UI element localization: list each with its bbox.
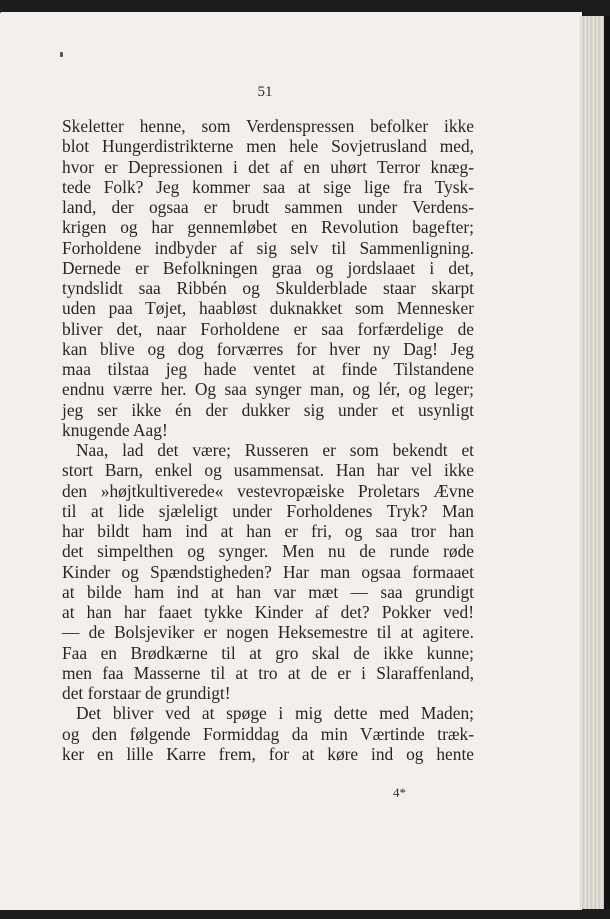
- text-line: og den følgende Formiddag da min Værtinde træk-: [62, 723, 474, 744]
- ink-speck: [60, 52, 63, 57]
- text-line: til at lide sjæleligt under Forholdenes Tryk? Man: [62, 500, 474, 521]
- text-line: krigen og har gennemløbet en Revolution bagefter;: [62, 217, 474, 238]
- text-line: maa tilstaa jeg hade ventet at finde Tilstandene: [62, 359, 474, 379]
- text-line: jeg ser ikke én der dukker sig under et usynligt: [62, 399, 474, 420]
- text-line: at bilde ham ind at han var mæt — saa grundigt: [62, 581, 474, 602]
- body-text: [62, 116, 474, 764]
- text-line: tyndslidt saa Ribbén og Skulderblade staar skarpt: [62, 278, 474, 298]
- text-line: knugende Aag!: [62, 419, 168, 440]
- text-line: stort Barn, enkel og usammensat. Han har vel ikke: [62, 460, 474, 481]
- text-line: ker en lille Karre frem, for at køre ind og hente: [62, 743, 474, 764]
- text-line: Naa, lad det være; Russeren er som bekendt et: [76, 440, 474, 460]
- text-line: — de Bolsjeviker er nogen Heksemestre til at agitere.: [62, 622, 474, 643]
- text-line: Kinder og Spændstigheden? Har man ogsaa formaaet: [62, 561, 474, 582]
- text-line: Faa en Brødkærne til at gro skal de ikke kunne;: [62, 642, 474, 663]
- text-line: kan blive og dog forværres for hver ny Dag! Jeg: [62, 338, 474, 359]
- text-line: endnu værre her. Og saa synger man, og lér, og leger;: [62, 379, 474, 400]
- text-line: Det bliver ved at spøge i mig dette med Maden;: [76, 703, 474, 724]
- page-number: 51: [257, 84, 273, 100]
- signature-mark: 4*: [393, 785, 406, 800]
- text-line: Dernede er Befolkningen graa og jordslaaet i det,: [62, 257, 474, 278]
- text-line: Forholdene indbyder af sig selv til Sammenligning.: [62, 237, 474, 258]
- book-page-edges: [580, 16, 604, 909]
- text-line: har bildt ham ind at han er fri, og saa tror han: [62, 521, 474, 541]
- text-line: men faa Masserne til at tro at de er i Slaraffenland,: [62, 662, 474, 683]
- text-line: uden paa Tøjet, haabløst duknakket som Mennesker: [62, 298, 474, 319]
- text-line: land, der ogsaa er brudt sammen under Verdens-: [62, 197, 474, 217]
- text-line: hvor er Depressionen i det af en uhørt Terror knæg-: [62, 156, 474, 177]
- text-line: at han har faaet tykke Kinder af det? Pokker ved!: [62, 602, 474, 622]
- book-page: [0, 12, 582, 910]
- text-line: det simpelthen og synger. Men nu de runde røde: [62, 541, 474, 562]
- text-line: Skeletter henne, som Verdenspressen befolker ikke: [62, 116, 474, 136]
- text-line: den »højtkultiverede« vestevropæiske Proletars Ævne: [62, 480, 474, 501]
- text-line: tede Folk? Jeg kommer saa at sige lige fra Tysk-: [62, 176, 474, 197]
- text-line: bliver det, naar Forholdene er saa forfærdelige de: [62, 318, 474, 339]
- text-line: det forstaar de grundigt!: [62, 683, 231, 703]
- text-line: blot Hungerdistrikterne men hele Sovjetrusland med,: [62, 136, 474, 157]
